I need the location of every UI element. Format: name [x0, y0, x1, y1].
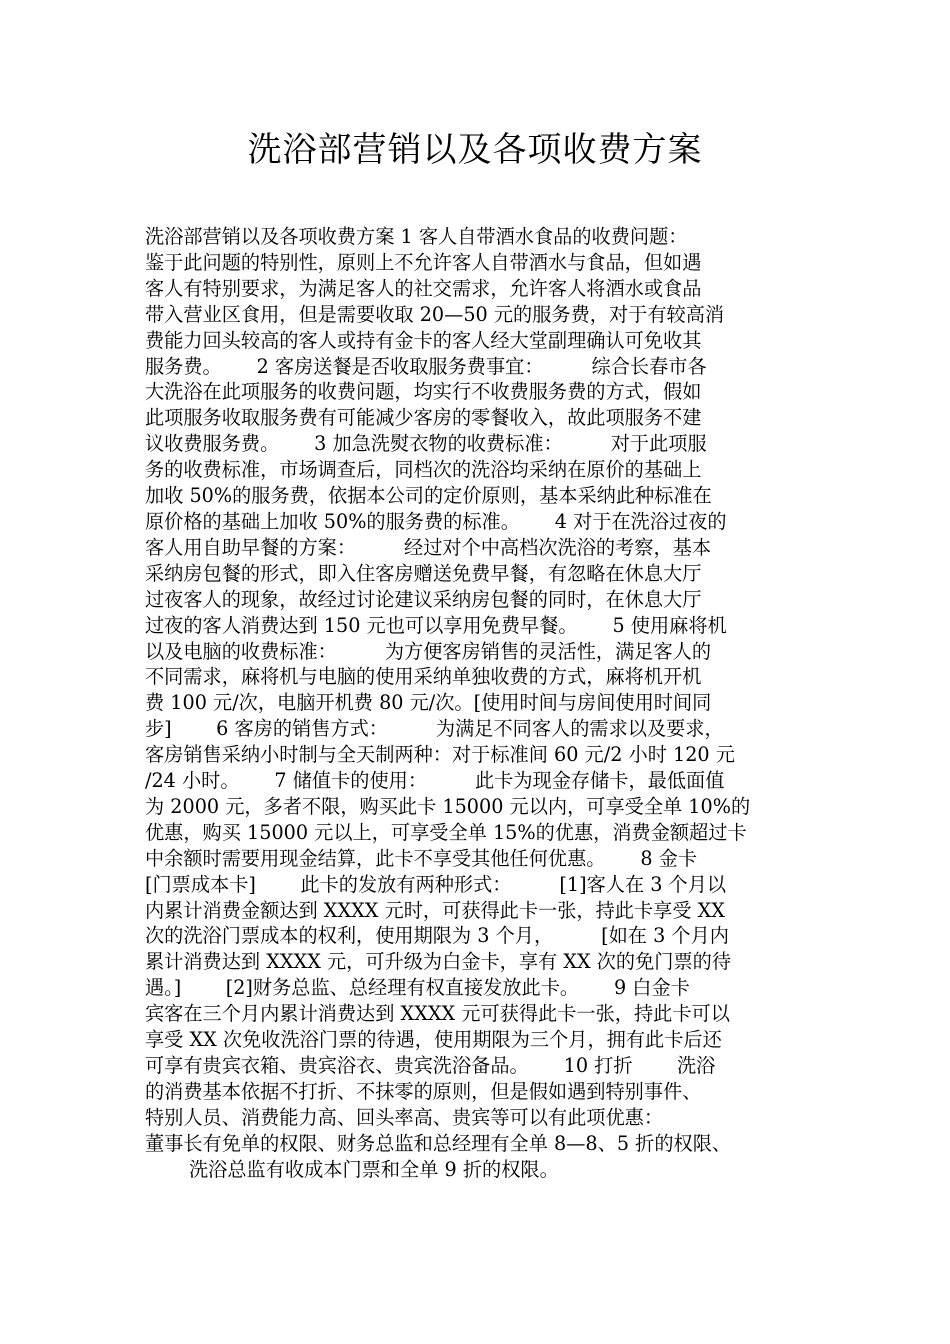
body-line: 以及电脑的收费标准： 为方便客房销售的灵活性，满足客人的: [145, 639, 712, 663]
body-line: 中余额时需要用现金结算，此卡不享受其他任何优惠。 8 金卡: [145, 846, 698, 870]
body-line: 大洗浴在此项服务的收费问题，均实行不收费服务费的方式，假如: [145, 380, 702, 404]
body-line: 洗浴总监有收成本门票和全单 9 折的权限。: [189, 1157, 559, 1181]
body-line: 采纳房包餐的形式，即入住客房赠送免费早餐，有忽略在休息大厅: [145, 561, 702, 585]
body-line: 董事长有免单的权限、财务总监和总经理有全单 8—8、5 折的权限、: [145, 1131, 732, 1155]
body-line: 洗浴部营销以及各项收费方案 1 客人自带酒水食品的收费问题：: [145, 225, 688, 248]
body-line: 过夜客人的现象，故经过讨论建议采纳房包餐的同时，在休息大厅: [145, 587, 702, 611]
body-line: 客房销售采纳小时制与全天制两种：对于标准间 60 元/2 小时 120 元: [145, 743, 735, 767]
body-line: 累计消费达到 XXXX 元，可升级为白金卡，享有 XX 次的免门票的待: [145, 950, 732, 974]
body-line: 次的洗浴门票成本的权利，使用期限为 3 个月， [如在 3 个月内: [145, 924, 729, 948]
body-line: 带入营业区食用，但是需要收取 20—50 元的服务费，对于有较高消: [145, 302, 725, 326]
body-line: [门票成本卡] 此卡的发放有两种形式： [1]客人在 3 个月以: [145, 872, 727, 896]
body-line: 加收 50%的服务费，依据本公司的定价原则，基本采纳此种标准在: [145, 484, 712, 508]
body-line: 议收费服务费。 3 加急洗熨衣物的收费标准： 对于此项服: [145, 432, 707, 456]
body-line: 服务费。 2 客房送餐是否收取服务费事宜： 综合长春市各: [145, 354, 707, 378]
body-line: 客人有特别要求，为满足客人的社交需求，允许客人将酒水或食品: [145, 276, 702, 300]
body-line: 宾客在三个月内累计消费达到 XXXX 元可获得此卡一张，持此卡可以: [145, 1002, 730, 1026]
body-line: 费能力回头较高的客人或持有金卡的客人经大堂副理确认可免收其: [145, 328, 702, 352]
body-line: 过夜的客人消费达到 150 元也可以享用免费早餐。 5 使用麻将机: [145, 613, 727, 637]
body-line: 步] 6 客房的销售方式： 为满足不同客人的需求以及要求，: [145, 717, 724, 741]
body-line: 可享有贵宾衣箱、贵宾浴衣、贵宾洗浴备品。 10 打折 洗浴: [145, 1054, 716, 1077]
body-line: 的消费基本依据不打折、不抹零的原则，但是假如遇到特别事件、: [145, 1079, 702, 1103]
body-line: 内累计消费金额达到 XXXX 元时，可获得此卡一张，持此卡享受 XX: [145, 898, 725, 922]
document-title: 洗浴部营销以及各项收费方案: [247, 130, 703, 170]
body-line: 原价格的基础上加收 50%的服务费的标准。 4 对于在洗浴过夜的: [145, 509, 727, 533]
body-line: 客人用自助早餐的方案： 经过对个中高档次洗浴的考察，基本: [145, 535, 712, 559]
body-line: 享受 XX 次免收洗浴门票的待遇，使用期限为三个月，拥有此卡后还: [145, 1028, 722, 1052]
body-line: 遇。] [2]财务总监、总经理有权直接发放此卡。 9 白金卡: [145, 976, 690, 1000]
body-line: 特别人员、消费能力高、回头率高、贵宾等可以有此项优惠：: [145, 1105, 664, 1129]
body-line: /24 小时。 7 储值卡的使用： 此卡为现金存储卡，最低面值: [145, 769, 725, 793]
body-line: 为 2000 元，多者不限，购买此卡 15000 元以内，可享受全单 10%的: [145, 794, 751, 818]
body-line: 不同需求，麻将机与电脑的使用采纳单独收费的方式，麻将机开机: [145, 665, 702, 689]
body-line: 务的收费标准，市场调查后，同档次的洗浴均采纳在原价的基础上: [145, 458, 702, 482]
body-line: 优惠，购买 15000 元以上，可享受全单 15%的优惠，消费金额超过卡: [145, 820, 747, 844]
body-line: 鉴于此问题的特别性，原则上不允许客人自带酒水与食品，但如遇: [145, 250, 702, 274]
body-line: 此项服务收取服务费有可能减少客房的零餐收入，故此项服务不建: [145, 406, 702, 430]
body-line: 费 100 元/次，电脑开机费 80 元/次。[使用时间与房间使用时间同: [145, 691, 712, 715]
document-body: [145, 224, 825, 1183]
